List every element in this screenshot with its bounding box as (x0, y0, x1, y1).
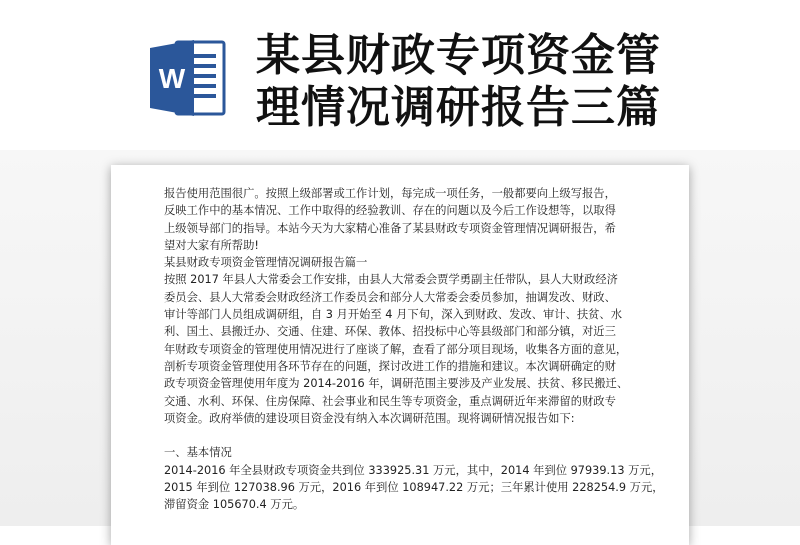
intro-line: 报告使用范围很广。按照上级部署或工作计划，每完成一项任务，一般都要向上级写报告， (164, 187, 616, 200)
word-icon (148, 36, 228, 120)
body-line: 年财政专项资金的管理使用情况进行了座谈了解，查看了部分项目现场，收集各方面的意见， (164, 342, 628, 356)
body-line: 政专项资金管理使用年度为 2014-2016 年，调研范围主要涉及产业发展、扶贫、移民搬迁、 (164, 377, 629, 391)
section-line: 2014-2016 年全县财政专项资金共到位 333925.31 万元，其中，2014 年到位 97939.13 万元， (164, 463, 662, 477)
body-line: 交通、水利、环保、住房保障、社会事业和民生等专项资金，重点调研近年来滞留的财政专 (164, 394, 616, 408)
word-icon-letter: W (158, 63, 186, 94)
body-line: 委员会、县人大常委会财政经济工作委员会和部分人大常委会委员参加，抽调发改、财政、 (164, 290, 616, 304)
body-line: 项资金。政府举债的建设项目资金没有纳入本次调研范围。现将调研情况报告如下: (164, 411, 575, 425)
document-body (164, 185, 664, 514)
title-line-2: 理情况调研报告三篇 (256, 82, 661, 133)
intro-line: 望对大家有所帮助! (164, 238, 259, 252)
header (0, 0, 800, 150)
section-subtitle: 某县财政专项资金管理情况调研报告篇一 (164, 256, 368, 270)
body-line: 利、国土、县搬迁办、交通、住建、环保、教体、招投标中心等县级部门和部分镇，对近三 (164, 325, 616, 339)
document-page (111, 165, 689, 545)
intro-line: 上级领导部门的指导。本站今天为大家精心准备了某县财政专项资金管理情况调研报告，希 (164, 221, 616, 235)
section-line: 滞留资金 105670.4 万元。 (164, 498, 305, 512)
body-line: 按照 2017 年县人大常委会工作安排，由县人大常委会贾学勇副主任带队，县人大财政经济 (164, 273, 618, 287)
section-line: 2015 年到位 127038.96 万元，2016 年到位 108947.22 万元；三年累计使用 228254.9 万元， (164, 481, 664, 495)
section-heading: 一、基本情况 (164, 446, 232, 460)
body-line: 剖析专项资金管理使用各环节存在的问题，探讨改进工作的措施和建议。本次调研确定的财 (164, 359, 616, 373)
intro-line: 反映工作中的基本情况、工作中取得的经验教训、存在的问题以及今后工作设想等，以取得 (164, 204, 616, 218)
body-line: 审计等部门人员组成调研组，自 3 月开始至 4 月下旬，深入到财政、发改、审计、扶贫、水 (164, 308, 623, 322)
document-title (256, 30, 776, 134)
title-line-1: 某县财政专项资金管 (256, 30, 661, 81)
blank-line (164, 427, 664, 444)
